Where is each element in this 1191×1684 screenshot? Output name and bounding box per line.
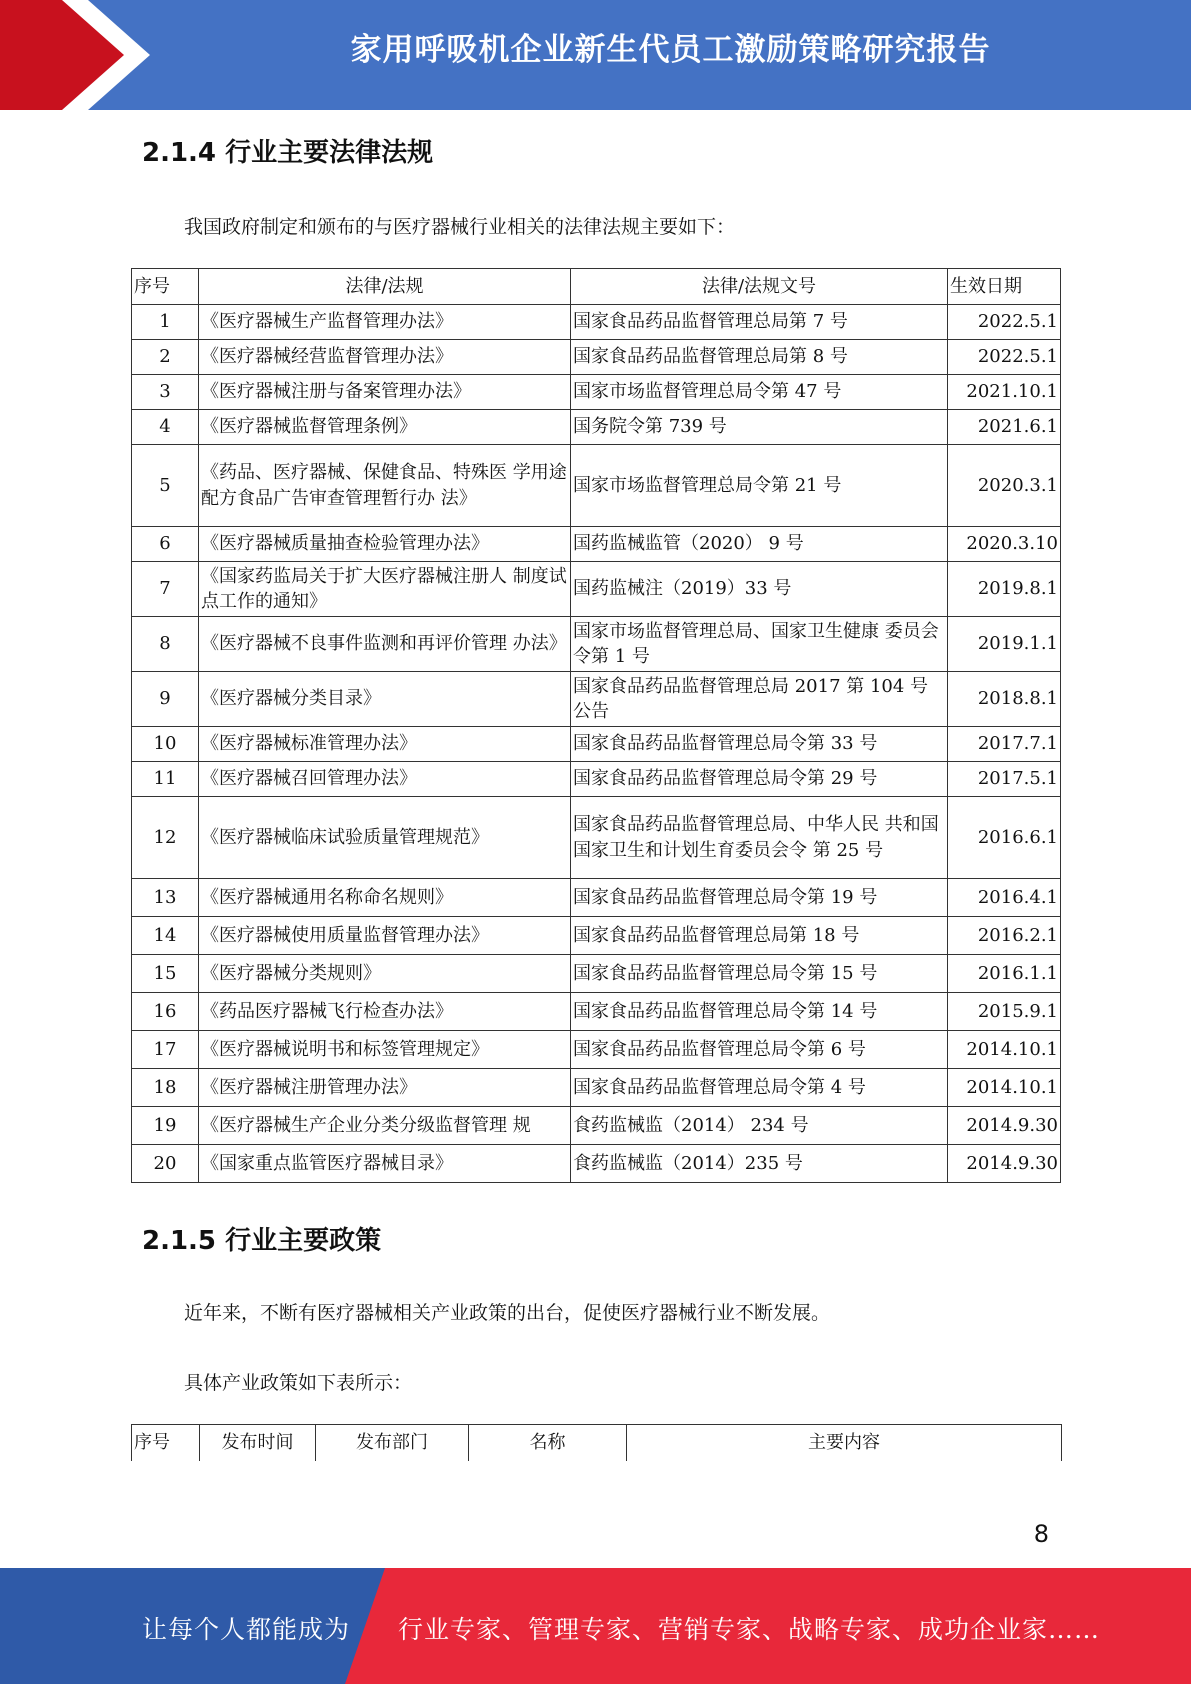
row-index: 1 <box>132 305 199 340</box>
row-doc-number: 国家市场监督管理总局令第 47 号 <box>571 375 948 410</box>
row-law-name: 《医疗器械召回管理办法》 <box>199 762 571 797</box>
table-row <box>132 340 1061 375</box>
col-header-department: 发布部门 <box>316 1425 469 1461</box>
row-effective-date: 2016.2.1 <box>948 917 1061 955</box>
row-index: 4 <box>132 410 199 445</box>
row-doc-number: 国家食品药品监督管理总局第 7 号 <box>571 305 948 340</box>
row-law-name: 《医疗器械注册与备案管理办法》 <box>199 375 571 410</box>
row-index: 16 <box>132 993 199 1031</box>
table-row <box>132 1107 1061 1145</box>
row-effective-date: 2016.4.1 <box>948 879 1061 917</box>
table-row <box>132 445 1061 527</box>
policies-table-header-row <box>132 1425 1062 1461</box>
row-effective-date: 2016.6.1 <box>948 797 1061 879</box>
header-arrow-decoration <box>0 0 150 110</box>
table-row <box>132 762 1061 797</box>
row-index: 8 <box>132 617 199 672</box>
row-law-name: 《医疗器械通用名称命名规则》 <box>199 879 571 917</box>
table-row <box>132 672 1061 727</box>
row-law-name: 《医疗器械经营监督管理办法》 <box>199 340 571 375</box>
row-effective-date: 2019.8.1 <box>948 562 1061 617</box>
footer-slogan-right: 行业专家、管理专家、营销专家、战略专家、成功企业家…… <box>398 1615 1101 1644</box>
row-effective-date: 2021.10.1 <box>948 375 1061 410</box>
row-effective-date: 2020.3.10 <box>948 527 1061 562</box>
row-law-name: 《医疗器械监督管理条例》 <box>199 410 571 445</box>
col-header-law: 法律/法规 <box>199 269 571 305</box>
table-row <box>132 797 1061 879</box>
row-index: 15 <box>132 955 199 993</box>
section-heading-policies: 2.1.5 行业主要政策 <box>142 1226 382 1256</box>
row-law-name: 《药品医疗器械飞行检查办法》 <box>199 993 571 1031</box>
row-index: 19 <box>132 1107 199 1145</box>
row-doc-number: 国家食品药品监督管理总局、中华人民 共和国国家卫生和计划生育委员会令 第 25 号 <box>571 797 948 879</box>
row-effective-date: 2017.7.1 <box>948 727 1061 762</box>
row-law-name: 《医疗器械质量抽查检验管理办法》 <box>199 527 571 562</box>
col-header-main-content: 主要内容 <box>627 1425 1062 1461</box>
row-effective-date: 2016.1.1 <box>948 955 1061 993</box>
row-effective-date: 2014.9.30 <box>948 1107 1061 1145</box>
table-row <box>132 527 1061 562</box>
page-number: 8 <box>1033 1520 1049 1548</box>
row-doc-number: 国家食品药品监督管理总局第 18 号 <box>571 917 948 955</box>
table-row <box>132 1069 1061 1107</box>
row-index: 3 <box>132 375 199 410</box>
row-law-name: 《药品、医疗器械、保健食品、特殊医 学用途配方食品广告审查管理暂行办 法》 <box>199 445 571 527</box>
table-row <box>132 1145 1061 1183</box>
footer-slogan-left: 让每个人都能成为 <box>142 1615 351 1644</box>
row-index: 6 <box>132 527 199 562</box>
table-row <box>132 562 1061 617</box>
row-doc-number: 国药监械注（2019）33 号 <box>571 562 948 617</box>
row-law-name: 《医疗器械注册管理办法》 <box>199 1069 571 1107</box>
row-index: 18 <box>132 1069 199 1107</box>
row-effective-date: 2018.8.1 <box>948 672 1061 727</box>
section-intro-policies: 近年来，不断有医疗器械相关产业政策的出台，促使医疗器械行业不断发展。 <box>184 1302 831 1324</box>
table-row <box>132 617 1061 672</box>
row-doc-number: 食药监械监（2014） 234 号 <box>571 1107 948 1145</box>
row-index: 14 <box>132 917 199 955</box>
row-doc-number: 国家食品药品监督管理总局令第 33 号 <box>571 727 948 762</box>
row-doc-number: 国家食品药品监督管理总局令第 6 号 <box>571 1031 948 1069</box>
table-row <box>132 410 1061 445</box>
row-doc-number: 国家食品药品监督管理总局令第 29 号 <box>571 762 948 797</box>
table-row <box>132 727 1061 762</box>
policies-table <box>131 1424 1062 1461</box>
col-header-doc-number: 法律/法规文号 <box>571 269 948 305</box>
row-doc-number: 国家市场监督管理总局令第 21 号 <box>571 445 948 527</box>
row-law-name: 《医疗器械不良事件监测和再评价管理 办法》 <box>199 617 571 672</box>
col-header-effective-date: 生效日期 <box>948 269 1061 305</box>
row-index: 13 <box>132 879 199 917</box>
row-doc-number: 国家食品药品监督管理总局第 8 号 <box>571 340 948 375</box>
row-law-name: 《医疗器械说明书和标签管理规定》 <box>199 1031 571 1069</box>
row-law-name: 《医疗器械生产企业分类分级监督管理 规 <box>199 1107 571 1145</box>
row-effective-date: 2019.1.1 <box>948 617 1061 672</box>
table-row <box>132 879 1061 917</box>
header-bar <box>0 0 1191 110</box>
row-index: 20 <box>132 1145 199 1183</box>
row-index: 7 <box>132 562 199 617</box>
row-effective-date: 2022.5.1 <box>948 305 1061 340</box>
table-row <box>132 1031 1061 1069</box>
row-doc-number: 国家食品药品监督管理总局令第 19 号 <box>571 879 948 917</box>
row-law-name: 《医疗器械使用质量监督管理办法》 <box>199 917 571 955</box>
row-doc-number: 国药监械监管（2020） 9 号 <box>571 527 948 562</box>
col-header-index: 序号 <box>132 269 199 305</box>
row-index: 2 <box>132 340 199 375</box>
row-index: 9 <box>132 672 199 727</box>
row-doc-number: 国务院令第 739 号 <box>571 410 948 445</box>
row-law-name: 《医疗器械分类规则》 <box>199 955 571 993</box>
row-law-name: 《医疗器械临床试验质量管理规范》 <box>199 797 571 879</box>
table-row <box>132 305 1061 340</box>
row-law-name: 《国家重点监管医疗器械目录》 <box>199 1145 571 1183</box>
row-effective-date: 2017.5.1 <box>948 762 1061 797</box>
row-law-name: 《医疗器械分类目录》 <box>199 672 571 727</box>
laws-table-header-row <box>132 269 1061 305</box>
row-index: 17 <box>132 1031 199 1069</box>
row-index: 5 <box>132 445 199 527</box>
laws-table <box>131 268 1061 1183</box>
col-header-name: 名称 <box>469 1425 627 1461</box>
row-doc-number: 国家市场监督管理总局、国家卫生健康 委员会令第 1 号 <box>571 617 948 672</box>
row-law-name: 《医疗器械标准管理办法》 <box>199 727 571 762</box>
row-law-name: 《医疗器械生产监督管理办法》 <box>199 305 571 340</box>
row-index: 12 <box>132 797 199 879</box>
report-title: 家用呼吸机企业新生代员工激励策略研究报告 <box>350 32 991 68</box>
row-effective-date: 2014.10.1 <box>948 1069 1061 1107</box>
row-doc-number: 食药监械监（2014）235 号 <box>571 1145 948 1183</box>
section-intro-policies-table: 具体产业政策如下表所示： <box>184 1372 413 1394</box>
section-heading-laws: 2.1.4 行业主要法律法规 <box>142 138 434 168</box>
row-effective-date: 2021.6.1 <box>948 410 1061 445</box>
table-row <box>132 375 1061 410</box>
row-doc-number: 国家食品药品监督管理总局令第 14 号 <box>571 993 948 1031</box>
row-effective-date: 2022.5.1 <box>948 340 1061 375</box>
table-row <box>132 955 1061 993</box>
row-effective-date: 2014.9.30 <box>948 1145 1061 1183</box>
row-effective-date: 2015.9.1 <box>948 993 1061 1031</box>
table-row <box>132 917 1061 955</box>
row-effective-date: 2014.10.1 <box>948 1031 1061 1069</box>
row-effective-date: 2020.3.1 <box>948 445 1061 527</box>
row-doc-number: 国家食品药品监督管理总局 2017 第 104 号公告 <box>571 672 948 727</box>
row-doc-number: 国家食品药品监督管理总局令第 15 号 <box>571 955 948 993</box>
row-law-name: 《国家药监局关于扩大医疗器械注册人 制度试点工作的通知》 <box>199 562 571 617</box>
col-header-publish-time: 发布时间 <box>200 1425 316 1461</box>
row-index: 10 <box>132 727 199 762</box>
row-index: 11 <box>132 762 199 797</box>
col-header-index: 序号 <box>132 1425 200 1461</box>
row-doc-number: 国家食品药品监督管理总局令第 4 号 <box>571 1069 948 1107</box>
table-row <box>132 993 1061 1031</box>
section-intro-laws: 我国政府制定和颁布的与医疗器械行业相关的法律法规主要如下： <box>184 216 736 238</box>
